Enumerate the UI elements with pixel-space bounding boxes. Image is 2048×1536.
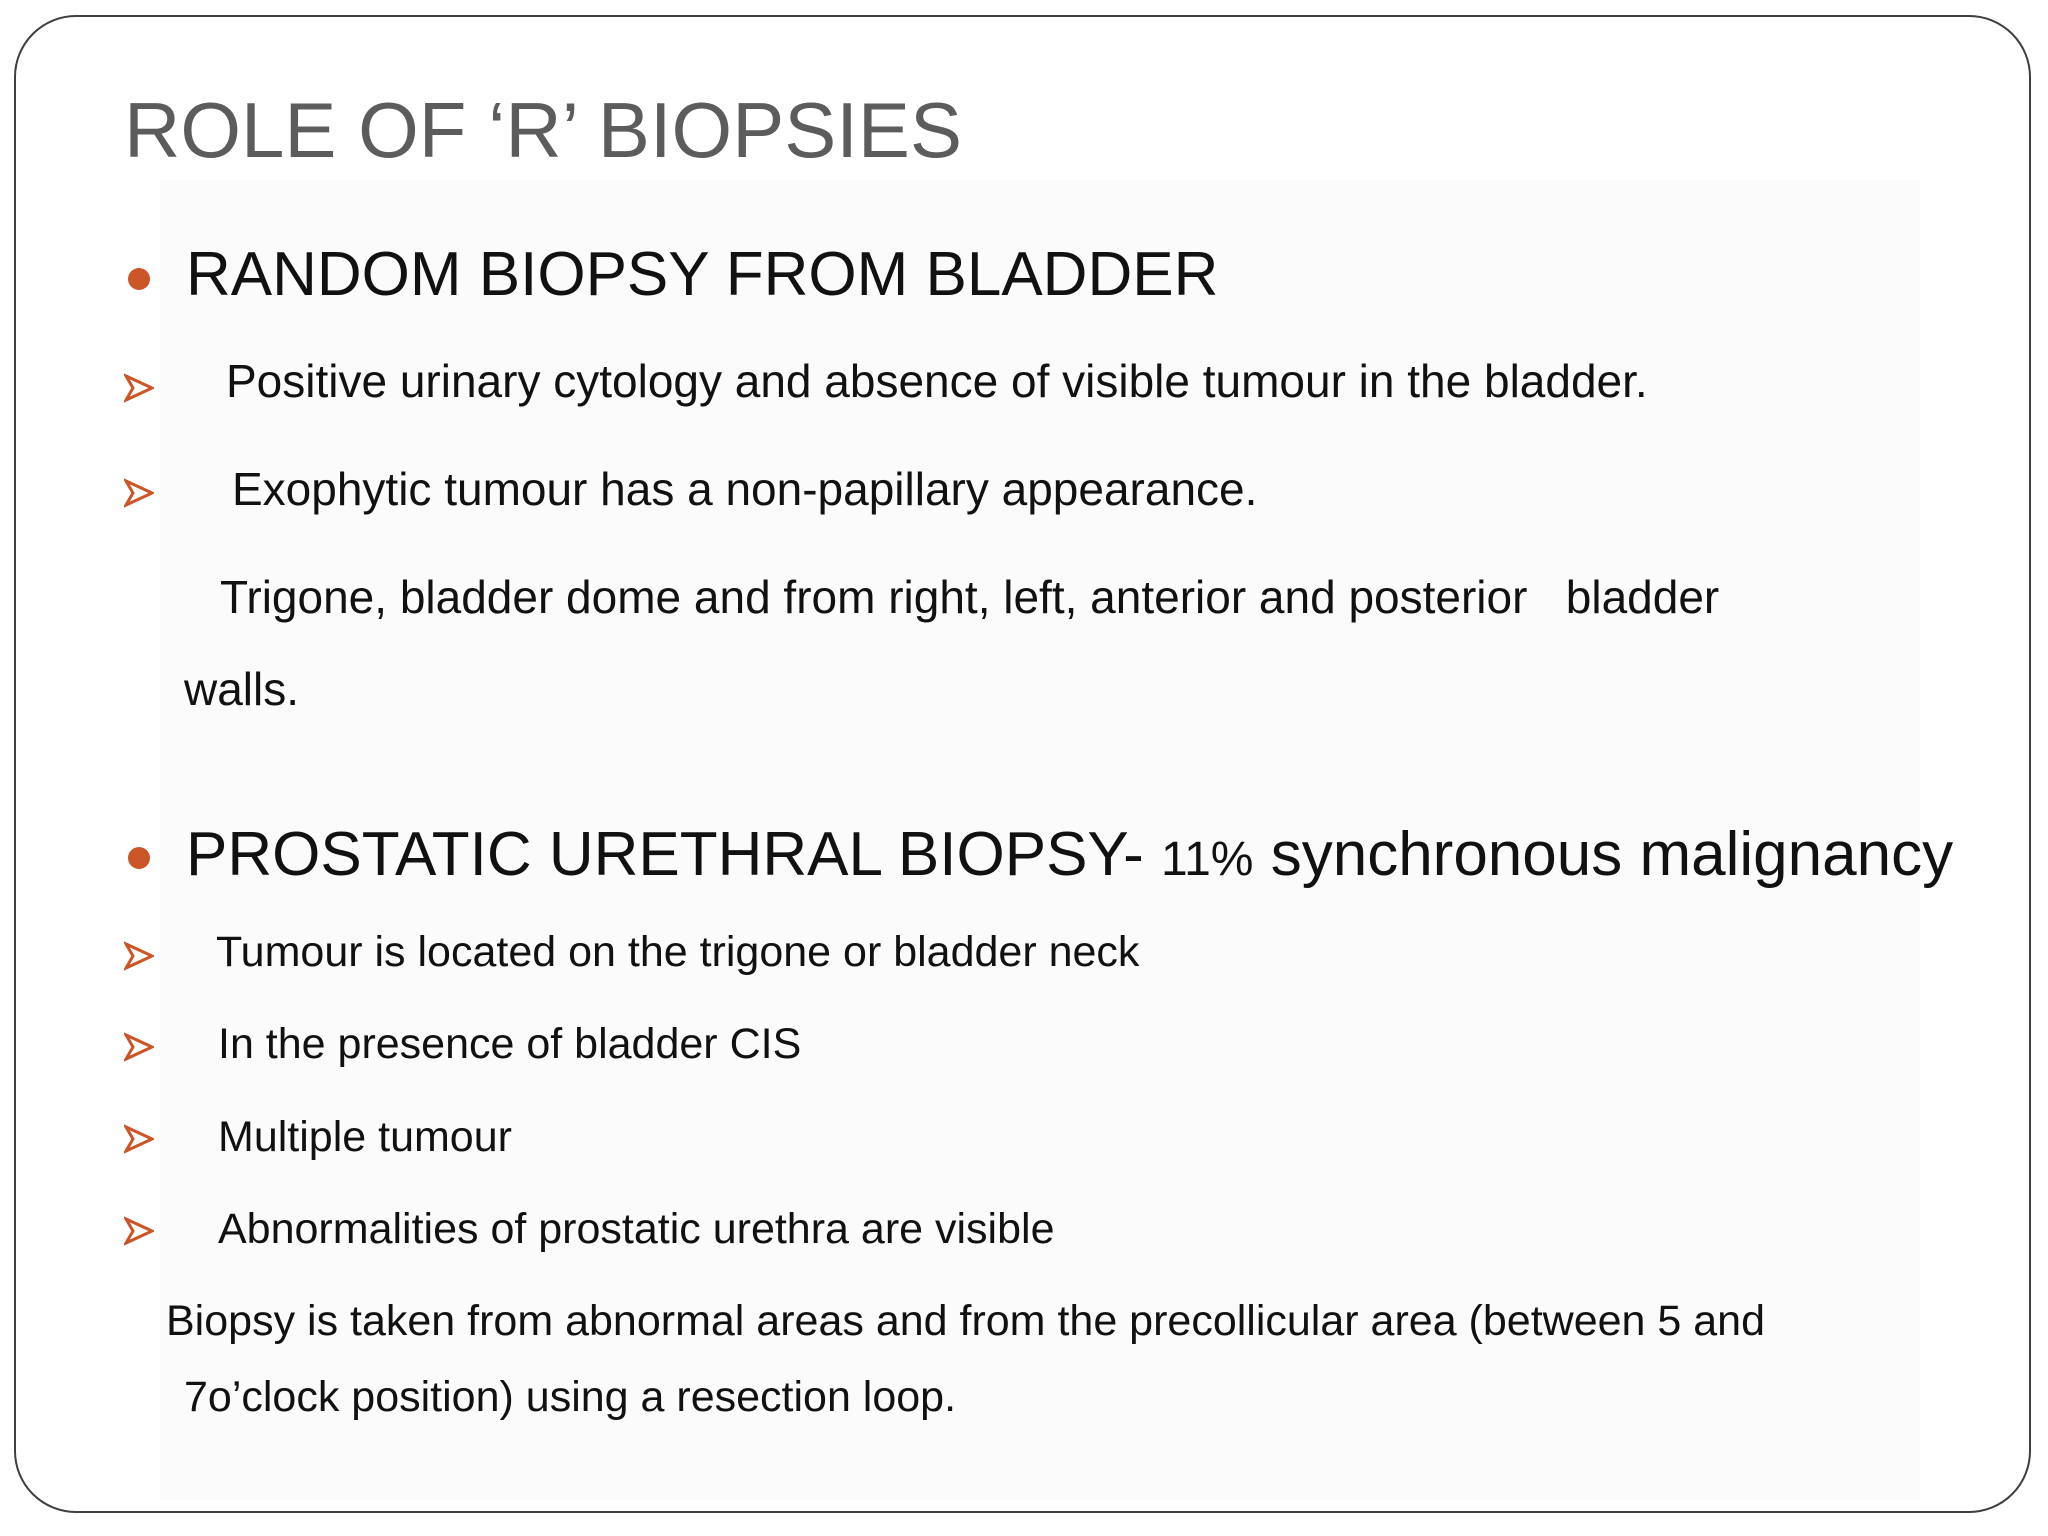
bullet-text-bladder-cis: In the presence of bladder CIS <box>218 1020 802 1068</box>
arrow-bullet-icon <box>124 373 154 403</box>
arrow-bullet-icon <box>124 1216 154 1246</box>
arrow-bullet-icon <box>124 478 154 508</box>
bullet-text-exophytic-tumour: Exophytic tumour has a non-papillary appearance. <box>232 463 1258 515</box>
section-heading-prostatic-urethral-biopsy <box>186 818 1953 892</box>
note-text-precollicular-biopsy-cont: 7o’clock position) using a resection loop. <box>184 1373 957 1421</box>
note-text-precollicular-biopsy: Biopsy is taken from abnormal areas and from the precollicular area (between 5 and <box>166 1297 1765 1345</box>
bullet-text-trigone-location: Tumour is located on the trigone or bladder neck <box>216 928 1140 976</box>
note-text-random-biopsy-sites: Trigone, bladder dome and from right, left, anterior and posterior bladder <box>220 571 1720 623</box>
arrow-bullet-icon <box>124 941 154 971</box>
arrow-bullet-icon <box>124 1032 154 1062</box>
bullet-text-multiple-tumour: Multiple tumour <box>218 1113 512 1161</box>
heading-rest-text: synchronous malignancy <box>1270 820 1954 889</box>
bullet-dot-icon <box>128 847 150 869</box>
heading-stat-text: 11% <box>1160 833 1254 886</box>
arrow-bullet-icon <box>124 1124 154 1154</box>
bullet-text-positive-cytology: Positive urinary cytology and absence of visible tumour in the bladder. <box>226 355 1648 407</box>
bullet-dot-icon <box>128 268 150 290</box>
heading-main-text: PROSTATIC URETHRAL BIOPSY- <box>186 820 1144 889</box>
bullet-text-abnormal-prostatic-urethra: Abnormalities of prostatic urethra are visible <box>218 1205 1055 1253</box>
note-text-random-biopsy-sites-cont: walls. <box>184 663 300 715</box>
slide-title: ROLE OF ‘R’ BIOPSIES <box>124 86 962 174</box>
section-heading-random-biopsy: RANDOM BIOPSY FROM BLADDER <box>186 240 1219 309</box>
